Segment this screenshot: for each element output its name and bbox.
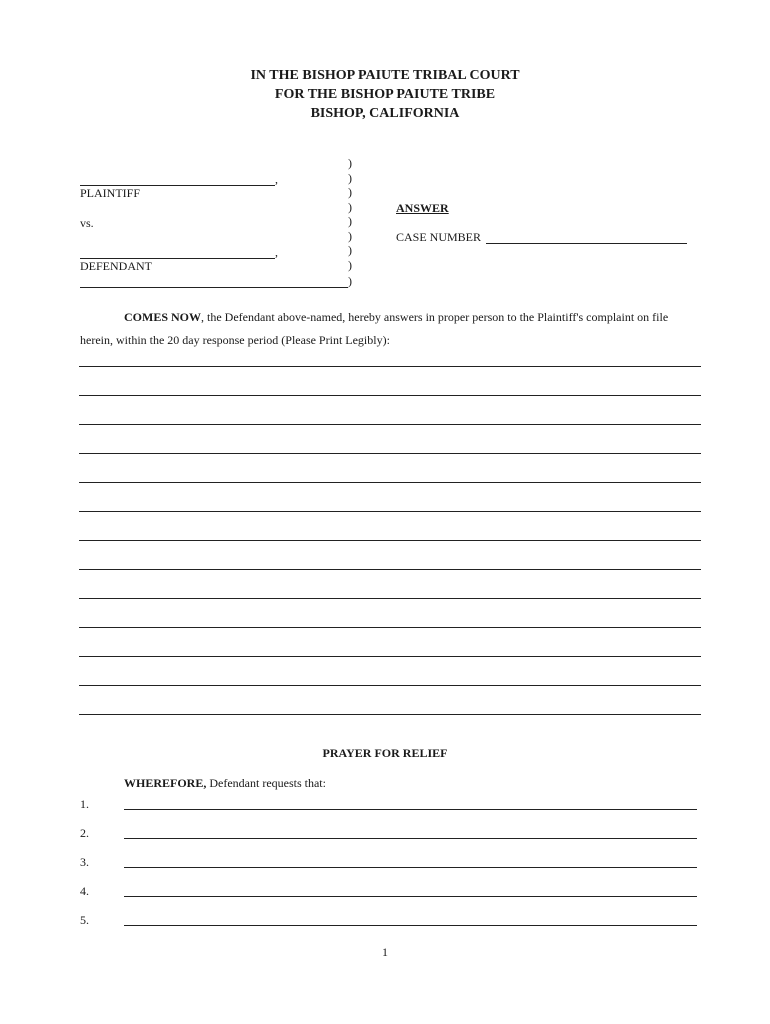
relief-item-number: 3.: [80, 855, 89, 869]
answer-line[interactable]: [79, 627, 701, 628]
wherefore-text: Defendant requests that:: [206, 776, 326, 790]
prayer-for-relief-title: PRAYER FOR RELIEF: [322, 746, 448, 760]
relief-item-line[interactable]: [124, 896, 697, 897]
tribe-heading: FOR THE BISHOP PAIUTE TRIBE: [274, 87, 496, 102]
answer-line[interactable]: [79, 685, 701, 686]
relief-item-number: 2.: [80, 826, 89, 840]
page-number: 1: [382, 945, 388, 959]
relief-item-line[interactable]: [124, 809, 697, 810]
case-number-field[interactable]: [486, 243, 687, 244]
answer-line[interactable]: [79, 511, 701, 512]
versus-label: vs.: [80, 216, 94, 230]
case-number-label: CASE NUMBER: [396, 230, 482, 244]
comes-now-text: , the Defendant above-named, hereby answers in proper person to the Plaintiff's complaint on file: [201, 310, 669, 324]
comes-now-label: COMES NOW: [124, 310, 202, 324]
answer-line[interactable]: [79, 366, 701, 367]
answer-line[interactable]: [79, 714, 701, 715]
caption-paren-column: ) ) ) ) ) ) ) ): [348, 156, 352, 272]
answer-line[interactable]: [79, 424, 701, 425]
answer-title: ANSWER: [396, 201, 449, 215]
wherefore-line: [124, 776, 326, 791]
response-period-text: herein, within the 20 day response period (Please Print Legibly):: [80, 333, 390, 347]
relief-item-number: 1.: [80, 797, 89, 811]
relief-item-number: 5.: [80, 913, 89, 927]
relief-item-line[interactable]: [124, 867, 697, 868]
answer-line[interactable]: [79, 395, 701, 396]
answer-line[interactable]: [79, 482, 701, 483]
wherefore-label: WHEREFORE,: [124, 776, 207, 790]
caption-bottom-line: [80, 287, 348, 288]
comes-now-line: [124, 310, 668, 325]
answer-line[interactable]: [79, 598, 701, 599]
relief-item-number: 4.: [80, 884, 89, 898]
answer-line[interactable]: [79, 540, 701, 541]
answer-line[interactable]: [79, 569, 701, 570]
plaintiff-label: PLAINTIFF: [80, 186, 141, 200]
caption-closing-paren: ): [348, 274, 352, 288]
court-name-heading: IN THE BISHOP PAIUTE TRIBAL COURT: [250, 68, 520, 83]
location-heading: BISHOP, CALIFORNIA: [310, 106, 460, 121]
answer-line[interactable]: [79, 656, 701, 657]
defendant-label: DEFENDANT: [80, 259, 152, 273]
defendant-comma: ,: [275, 245, 278, 259]
plaintiff-comma: ,: [275, 172, 278, 186]
relief-item-line[interactable]: [124, 838, 697, 839]
answer-line[interactable]: [79, 453, 701, 454]
relief-item-line[interactable]: [124, 925, 697, 926]
